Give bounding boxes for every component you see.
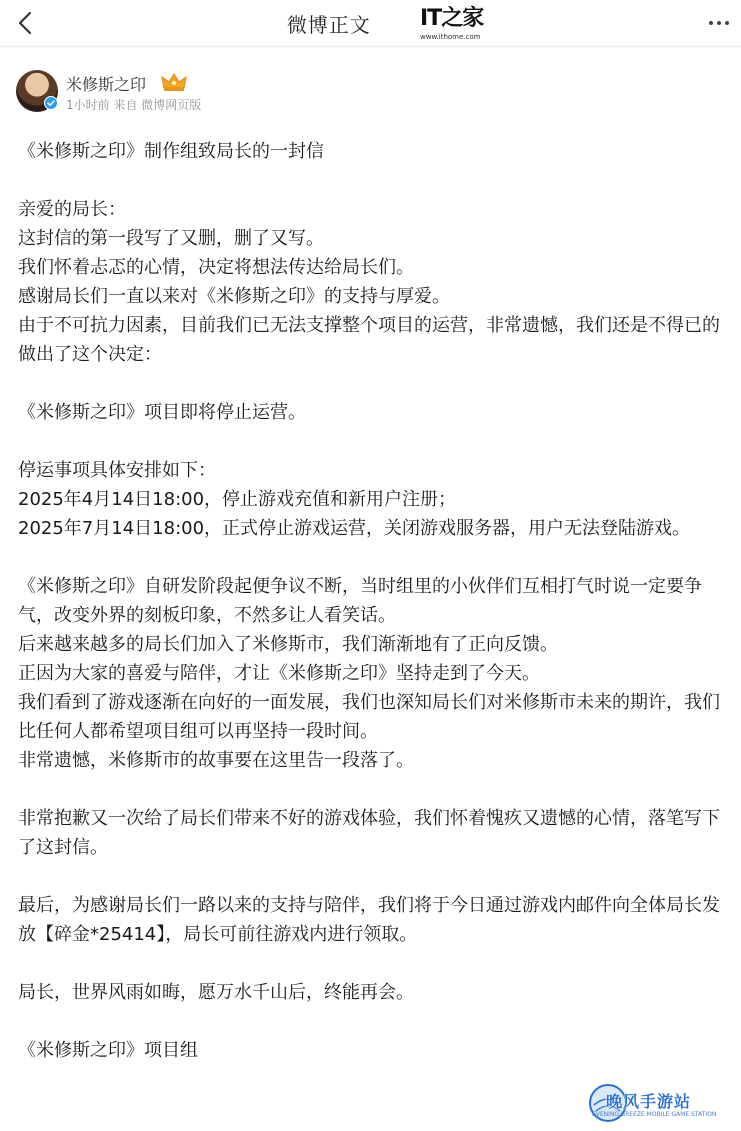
watermark-text: 晚风手游站 [606, 1092, 692, 1111]
article-paragraph: 2025年7月14日18:00，正式停止游戏运营，关闭游戏服务器，用户无法登陆游戏。 [18, 518, 691, 539]
author-name[interactable]: 米修斯之印 [66, 75, 147, 94]
article-paragraph: 由于不可抗力因素，目前我们已无法支撑整个项目的运营，非常遗憾，我们还是不得已的做出了这个决定： [18, 315, 720, 365]
paragraph-spacer [18, 1007, 723, 1036]
paragraph-spacer [18, 775, 723, 804]
article-paragraph: 2025年4月14日18:00，停止游戏充值和新用户注册； [18, 489, 457, 510]
article-paragraph: 最后，为感谢局长们一路以来的支持与陪伴，我们将于今日通过游戏内邮件向全体局长发放【碎金*25414】，局长可前往游戏内进行领取。 [18, 895, 720, 945]
article-paragraph: 《米修斯之印》自研发阶段起便争议不断，当时组里的小伙伴们互相打气时说一定要争气，改变外界的刻板印象，不然多让人看笑话。 [18, 576, 702, 626]
article-paragraph: 非常抱歉又一次给了局长们带来不好的游戏体验，我们怀着愧疚又遗憾的心情，落笔写下了这封信。 [18, 808, 720, 858]
page-title [0, 9, 741, 38]
post-meta: 1小时前 来自 微博网页版 [66, 98, 202, 112]
paragraph-spacer [18, 862, 723, 891]
article-paragraph: 局长，世界风雨如晦，愿万水千山后，终能再会。 [18, 982, 414, 1003]
ithome-logo-url: www.ithome.com [420, 33, 481, 41]
crown-icon [161, 72, 187, 92]
page-title-text: 微博正文 [286, 13, 371, 37]
ithome-logo-mark: IT之家 [420, 6, 484, 31]
paragraph-spacer [18, 427, 723, 456]
article-paragraph: 我们看到了游戏逐渐在向好的一面发展，我们也深知局长们对米修斯市未来的期许，我们比任何人都希望项目组可以再坚持一段时间。 [18, 692, 720, 742]
more-horizontal-icon [707, 12, 731, 34]
paragraph-spacer [18, 369, 723, 398]
verified-badge-icon [44, 96, 58, 110]
watermark-subtext: EVENING BREEZE MOBILE GAME STATION [592, 1111, 717, 1118]
article-paragraph: 我们怀着忐忑的心情，决定将想法传达给局长们。 [18, 257, 414, 278]
article-paragraph: 后来越来越多的局长们加入了米修斯市，我们渐渐地有了正向反馈。 [18, 634, 558, 655]
article-paragraph: 正因为大家的喜爱与陪伴，才让《米修斯之印》坚持走到了今天。 [18, 663, 540, 684]
paragraph-spacer [18, 543, 723, 572]
article-paragraph: 《米修斯之印》项目即将停止运营。 [18, 402, 306, 423]
author-header [16, 68, 716, 114]
article-paragraph: 非常遗憾，米修斯市的故事要在这里告一段落了。 [18, 750, 414, 771]
top-navigation-bar [0, 0, 741, 47]
article-paragraph: 停运事项具体安排如下： [18, 460, 216, 481]
article-paragraph: 感谢局长们一直以来对《米修斯之印》的支持与厚爱。 [18, 286, 450, 307]
ithome-logo [420, 6, 486, 44]
watermark [588, 1081, 717, 1123]
more-options-button[interactable] [707, 12, 731, 34]
article-paragraph: 亲爱的局长： [18, 199, 126, 220]
article-paragraph: 《米修斯之印》制作组致局长的一封信 [18, 141, 324, 162]
paragraph-spacer [18, 949, 723, 978]
article-paragraph: 《米修斯之印》项目组 [18, 1040, 198, 1061]
post-body [18, 137, 723, 1065]
paragraph-spacer [18, 166, 723, 195]
article-paragraph: 这封信的第一段写了又删，删了又写。 [18, 228, 324, 249]
